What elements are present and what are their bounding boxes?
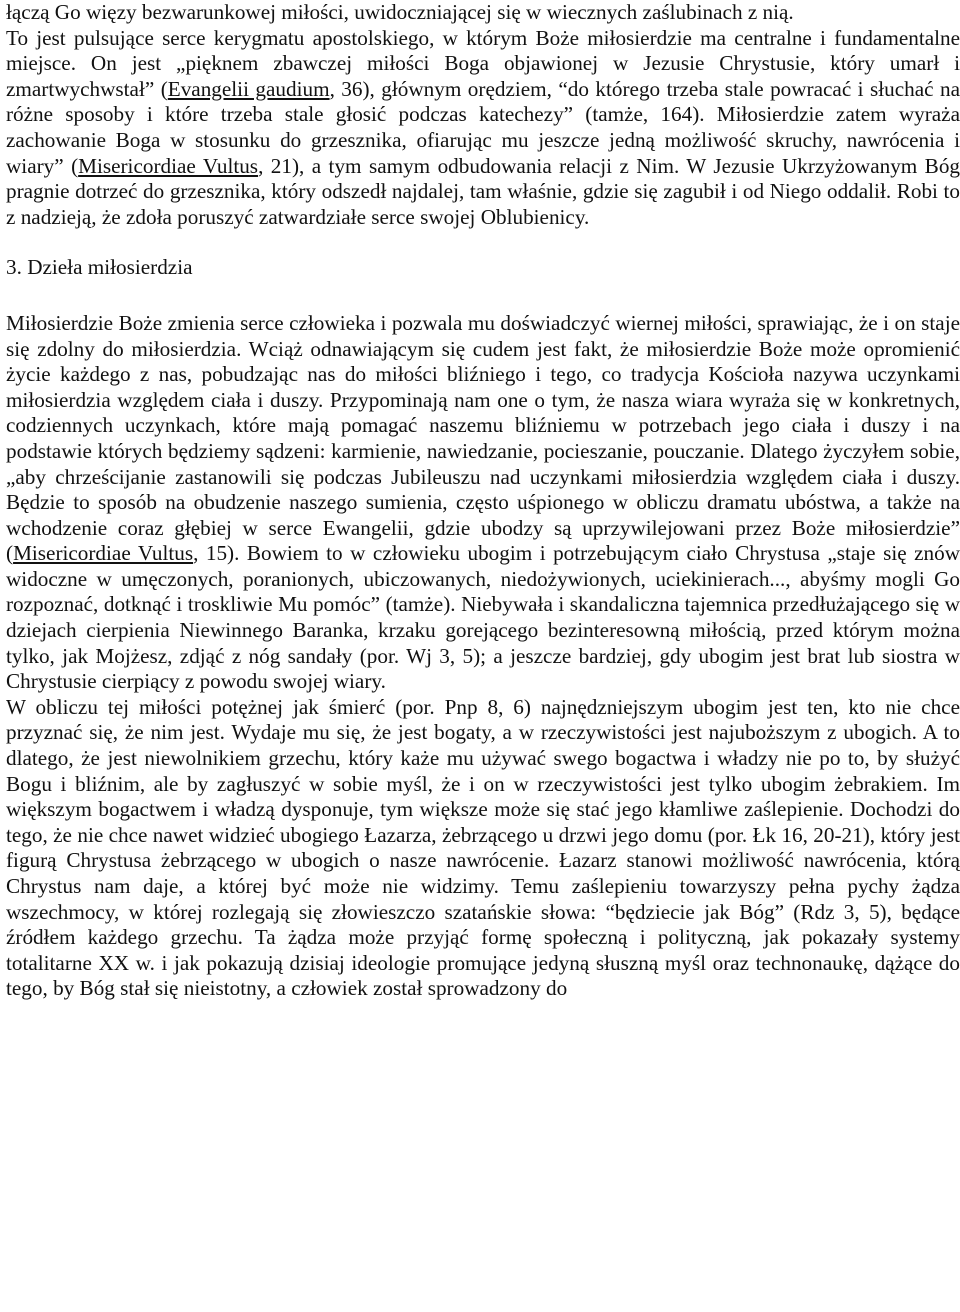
intro-text-2: To jest pulsujące serce kerygmatu apostolskiego, w którym Boże miłosierdzie ma centralne i fundamentalne miejsce. On jest „pięknem zbawczej miłości Boga objawionej w Jezusie Chrystusie, który umarł i zmartwychwstał” (: [6, 25, 960, 101]
poverty-paragraph: W obliczu tej miłości potężnej jak śmierć (por. Pnp 8, 6) najnędzniejszym ubogim jest ten, kto nie chce przyznać się, że nim jest. Wydaje mu się, że jest bogaty, a w rzeczywistości jest najuboższym z ubogich. A to dlatego, że jest niewolnikiem grzechu, który każe mu używać swego bogactwa i władzy nie po to, by służyć Bogu i bliźnim, ale by zagłuszyć w sobie myśl, że i on w rzeczywistości jest tylko ubogim żebrakiem. Im większym bogactwem i władzą dysponuje, tym większe może się stać jego kłamliwe zaślepienie. Dochodzi do tego, że nie chce nawet widzieć ubogiego Łazarza, żebrzącego u drzwi jego domu (por. Łk 16, 20-21), który jest figurą Chrystusa żebrzącego w ubogich o nasze nawrócenie. Łazarz stanowi możliwość nawrócenia, którą Chrystus nam daje, a której być może nie widzimy. Temu zaślepieniu towarzyszy pełna pychy żądza wszechmocy, w której rozlegają się złowieszczo szatańskie słowa: “będziecie jak Bóg” (Rdz 3, 5), będące źródłem każdego grzechu. Ta żądza może przyjąć formę społeczną i polityczną, jak pokazały systemy totalitarne XX w. i jak pokazują dzisiaj ideologie promujące jedyną słuszną myśl oraz technonaukę, dążące do tego, by Bóg stał się nieistotny, a człowiek został sprowadzony do: [6, 694, 960, 1001]
intro-text-3: , 36), głównym orędziem, “do którego trzeba stale powracać i słuchać na różne sposoby i które trzeba stale głosić podczas katechezy” (tamże, 164). Miłosierdzie zatem wyraża zachowanie Boga w stosunku do grzesznika, ofiarując mu jeszcze jedną możliwość skruchy, nawrócenia i wiary” (: [6, 76, 960, 178]
intro-text-4: , 21), a tym samym odbudowania relacji z Nim. W Jezusie Ukrzyżowanym Bóg pragnie dotrzeć do grzesznika, który odszedł najdalej, tam właśnie, gdzie się zagubił i od Niego oddalił. Robi to z nadzieją, że zdoła poruszyć zatwardziałe serce swojej Oblubienicy.: [6, 153, 960, 229]
mercy-text-1: Miłosierdzie Boże zmienia serce człowieka i pozwala mu doświadczyć wiernej miłości, sprawiając, że i on staje się zdolny do miłosierdzia. Wciąż odnawiającym się cudem jest fakt, że miłosierdzie Boże może opromienić życie każdego z nas, pobudzając nas do miłości bliźniego i tego, co tradycja Kościoła nazywa uczynkami miłosierdzia względem ciała i duszy. Przypominają nam one o tym, że nasza wiara wyraża się w konkretnych, codziennych uczynkach, które mają pomagać naszemu bliźniemu w potrzebach jego ciała i duszy i na podstawie których będziemy sądzeni: karmienie, nawiedzanie, pocieszanie, pouczanie. Dlatego życzyłem sobie, „aby chrześcijanie zastanowili się podczas Jubileuszu nad uczynkami miłosierdzia względem ciała i duszy. Będzie to sposób na obudzenie naszego sumienia, często uśpionego w obliczu dramatu ubóstwa, a także na wchodzenie coraz głębiej w serce Ewangelii, gdzie ubodzy są uprzywilejowani przez Boże miłosierdzie” (: [6, 310, 960, 566]
citation-misericordiae-vultus: Misericordiae Vultus: [78, 153, 259, 178]
mercy-text-2: , 15). Bowiem to w człowieku ubogim i potrzebującym ciało Chrystusa „staje się znów widoczne w umęczonych, poranionych, ubiczowanych, niedożywionych, uciekinierach..., abyśmy mogli Go rozpoznać, dotknąć i troskliwie Mu pomóc” (tamże). Niebywała i skandaliczna tajemnica przedłużającego się w dziejach cierpienia Niewinnego Baranka, krzaku gorejącego bezinteresowną miłością, przed którym można tylko, jak Mojżesz, zdjąć z nóg sandały (por. Wj 3, 5); a jeszcze bardziej, gdy ubogim jest brat lub siostra w Chrystusie cierpiący z powodu swojej wiary.: [6, 541, 960, 694]
spacer: [6, 230, 960, 255]
works-of-mercy-paragraph: [6, 311, 960, 695]
citation-misericordiae-vultus-15: Misericordiae Vultus: [13, 541, 194, 566]
intro-text-1: łączą Go więzy bezwarunkowej miłości, uwidoczniającej się w wiecznych zaślubinach z nią.: [6, 0, 794, 24]
intro-paragraph: [6, 0, 960, 230]
section-heading: 3. Dzieła miłosierdzia: [6, 255, 193, 280]
citation-evangelii-gaudium: Evangelii gaudium: [167, 76, 330, 101]
spacer: [6, 281, 960, 311]
